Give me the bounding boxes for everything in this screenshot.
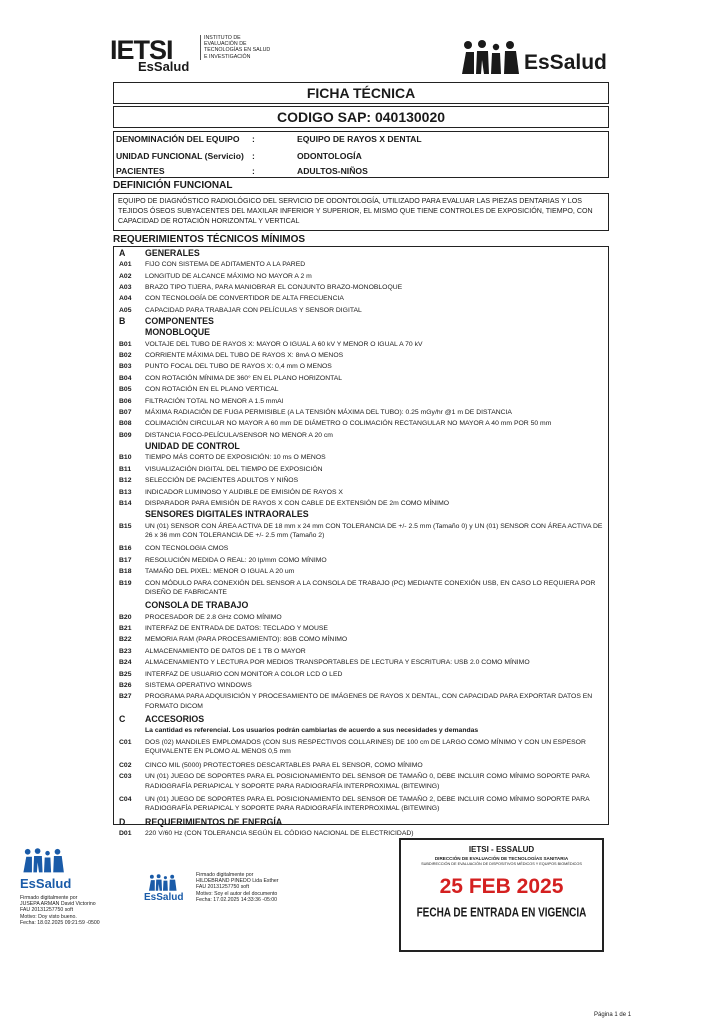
requirement-heading: SENSORES DIGITALES INTRAORALES (145, 509, 309, 520)
requirement-heading: MONOBLOQUE (145, 327, 210, 338)
requirement-text: DOS (02) MANDILES EMPLOMADOS (CON SUS RESPECTIVOS COLLARINES) DE 100 cm DE LARGO COMO MÍNIMO Y CON UN ESPESOR EQUIVALENTE EN PLOMO AL MENOS 0,5 mm (145, 738, 586, 756)
definicion-text: EQUIPO DE DIAGNÓSTICO RADIOLÓGICO DEL SERVICIO DE ODONTOLOGÍA, UTILIZADO PARA EVALUAR LAS PIEZAS DENTARIAS Y LOS TEJIDOS ÓSEOS SUBYACENTES DEL MAXILAR INFERIOR Y SUPERIOR, EL MISMO QUE TIENE CONTROLES DE EXPOSICIÓN, TIEMPO, CON CAPACIDAD DE ROTACIÓN HORIZONTAL Y VERTICAL (113, 193, 609, 231)
requirement-code: B24 (119, 659, 132, 667)
requirement-code: A05 (119, 306, 132, 314)
ietsi-logo: IETSI (110, 35, 173, 65)
stamp-date: 25 FEB 2025 (439, 875, 564, 898)
requirement-text: COLIMACIÓN CIRCULAR NO MAYOR A 60 mm DE DIÁMETRO O COLIMACIÓN RECTANGULAR NO MAYOR A 40 mm POR 50 mm (145, 420, 552, 428)
requirement-code: A04 (119, 295, 132, 303)
requirement-heading: UNIDAD DE CONTROL (145, 441, 240, 452)
requirement-code: B18 (119, 568, 132, 576)
requirement-text: La cantidad es referencial. Los usuarios podrán cambiarlas de acuerdo a sus necesidades y demandas (145, 727, 479, 735)
requirement-text: INTERFAZ DE USUARIO CON MONITOR A COLOR LCD O LED (145, 670, 343, 678)
vigencia-stamp (399, 838, 604, 952)
requirement-code: B16 (119, 545, 132, 553)
requirement-code: B01 (119, 340, 132, 348)
requirement-code: B09 (119, 431, 132, 439)
requirement-code: C (119, 714, 126, 725)
requirement-code: B03 (119, 363, 132, 371)
signature-line: Motivo: Doy visto bueno. (20, 913, 77, 920)
requirement-code: B26 (119, 682, 132, 689)
info-value: ODONTOLOGÍA (297, 151, 362, 161)
signature-line: FAU 20131257750 soft (196, 884, 250, 891)
signature-line: JUSEPA ARMAN David Victorino (20, 901, 96, 908)
requirement-code: B25 (119, 670, 132, 678)
requirement-code: B08 (119, 420, 132, 428)
requirement-code: B14 (119, 500, 132, 507)
sap-code: CODIGO SAP: 040130020 (113, 106, 609, 128)
requirement-text: ALMACENAMIENTO Y LECTURA POR MEDIOS TRANSPORTABLES DE LECTURA Y ESCRITURA: USB 2.0 COMO MÍNIMO (145, 659, 530, 667)
requirement-text: VISUALIZACIÓN DIGITAL DEL TIEMPO DE EXPOSICIÓN (145, 465, 323, 473)
requirement-text: FILTRACIÓN TOTAL NO MENOR A 1.5 mmAl (145, 397, 284, 405)
requirement-text: MEMORIA RAM (PARA PROCESAMIENTO): 8GB COMO MÍNIMO (145, 636, 348, 644)
requirement-text: MÁXIMA RADIACIÓN DE FUGA PERMISIBLE (A LA TENSIÓN MÁXIMA DEL TUBO): 0.25 mGy/hr @1 m DE DISTANCIA (145, 409, 512, 416)
requirement-code: B02 (119, 352, 132, 359)
requirement-code: C02 (119, 761, 132, 769)
requirement-text: PROCESADOR DE 2.8 GHz COMO MÍNIMO (145, 613, 282, 621)
requirement-text: CINCO MIL (5000) PROTECTORES DESCARTABLES PARA EL SENSOR, COMO MÍNIMO (145, 761, 423, 769)
requirement-text: BRAZO TIPO TIJERA, PARA MANIOBRAR EL CONJUNTO BRAZO-MONOBLOQUE (145, 284, 403, 291)
signature-line: HILDEBRAND PINEDO Lida Esther (196, 878, 279, 885)
requirement-code: B06 (119, 397, 132, 405)
requirement-code: B21 (119, 625, 132, 632)
requirement-code: B04 (119, 374, 132, 382)
requirement-code: B20 (119, 613, 132, 621)
requirement-code: B10 (119, 454, 132, 462)
info-value: EQUIPO DE RAYOS X DENTAL (297, 134, 422, 144)
signature-line: Firmado digitalmente por (196, 872, 254, 878)
requirement-text: CON TECNOLOGIA CMOS (145, 545, 229, 553)
signature-line: Fecha: 18.02.2025 09:21:59 -0500 (20, 919, 100, 926)
requirement-text: SISTEMA OPERATIVO WINDOWS (145, 682, 252, 689)
requirement-code: A02 (119, 272, 132, 280)
stamp-title: IETSI - ESSALUD (468, 845, 535, 854)
requirement-text: PROGRAMA PARA ADQUISICIÓN Y PROCESAMIENTO DE IMÁGENES DE RAYOS X DENTAL, CON CAPACIDAD PARA EXPORTAR DATOS EN FORMATO DICOM (145, 693, 593, 710)
requirement-code: B19 (119, 579, 132, 587)
essalud-logo: EsSalud (144, 892, 184, 903)
essalud-logo: EsSalud (524, 51, 607, 74)
requirement-text: SELECCIÓN DE PACIENTES ADULTOS Y NIÑOS (145, 477, 299, 485)
signature-line: FAU 20131257750 soft (20, 907, 74, 914)
requirement-code: B15 (119, 522, 132, 530)
info-sep: : (252, 151, 255, 161)
requirement-text: TAMAÑO DEL PIXEL: MENOR O IGUAL A 20 um (145, 568, 295, 576)
requirement-text: CON MÓDULO PARA CONEXIÓN DEL SENSOR A LA CONSOLA DE TRABAJO (PC) MEDIANTE CONEXIÓN USB, EN CASO LO REQUIERA POR DISEÑO DE FABRICANTE (145, 579, 596, 597)
definicion-title: DEFINICIÓN FUNCIONAL (113, 180, 233, 191)
info-sep: : (252, 134, 255, 144)
requirement-text: 220 V/60 Hz (CON TOLERANCIA SEGÚN EL CÓDIGO NACIONAL DE ELECTRICIDAD) (145, 829, 414, 837)
requirement-text: CAPACIDAD PARA TRABAJAR CON PELÍCULAS Y SENSOR DIGITAL (145, 306, 362, 314)
requirement-code: B22 (119, 636, 132, 644)
essalud-logo: EsSalud (20, 876, 72, 891)
info-box (113, 131, 609, 178)
requirement-text: RESOLUCIÓN MEDIDA O REAL: 20 lp/mm COMO MÍNIMO (145, 556, 327, 564)
requirement-code: B23 (119, 647, 132, 655)
essalud-family-icon (148, 874, 178, 892)
requirement-heading: GENERALES (145, 248, 200, 258)
requirement-code: B11 (119, 465, 132, 473)
stamp-label: FECHA DE ENTRADA EN VIGENCIA (416, 906, 587, 921)
requirement-code: B12 (119, 477, 132, 485)
requirement-text: UN (01) JUEGO DE SOPORTES PARA EL POSICIONAMIENTO DEL SENSOR DE TAMAÑO 2, DEBE INCLUIR COMO MÍNIMO SOPORTE PARA RADIOGRAFÍA PERIAPICAL Y SOPORTE PARA RADIOGRAFÍA INTERPROXIMAL (BITEWING) (145, 795, 590, 813)
info-value: ADULTOS-NIÑOS (297, 166, 368, 176)
requirement-heading: REQUERIMIENTOS DE ENERGÍA (145, 816, 283, 827)
requirement-code: A03 (119, 284, 132, 291)
requerimientos-title: REQUERIMIENTOS TÉCNICOS MÍNIMOS (113, 234, 306, 245)
essalud-family-icon (460, 40, 522, 76)
requirement-heading: CONSOLA DE TRABAJO (145, 600, 249, 611)
requirement-text: UN (01) JUEGO DE SOPORTES PARA EL POSICIONAMIENTO DEL SENSOR DE TAMAÑO 0, DEBE INCLUIR COMO MÍNIMO SOPORTE PARA RADIOGRAFÍA PERIAPICAL Y SOPORTE PARA RADIOGRAFÍA INTERPROXIMAL (BITEWING) (145, 773, 590, 790)
requirement-text: CON ROTACIÓN MÍNIMA DE 360° EN EL PLANO HORIZONTAL (145, 374, 343, 382)
requirement-code: D (119, 816, 126, 827)
signature-line: Motivo: Soy el autor del documento (196, 890, 278, 897)
requirement-code: B (119, 316, 126, 327)
info-label: UNIDAD FUNCIONAL (Servicio) (116, 151, 244, 161)
stamp-line: DIRECCIÓN DE EVALUACIÓN DE TECNOLOGÍAS SANITARIA (434, 856, 569, 861)
requirement-text: DISTANCIA FOCO-PELÍCULA/SENSOR NO MENOR A 20 cm (145, 431, 333, 439)
essalud-family-icon (22, 847, 66, 875)
info-label: DENOMINACIÓN DEL EQUIPO (116, 134, 240, 144)
requirement-code: C03 (119, 773, 132, 780)
institute-name: INSTITUTO DE EVALUACIÓN DE TECNOLOGÍAS EN SALUD E INVESTIGACIÓN (200, 35, 274, 60)
requirement-text: VOLTAJE DEL TUBO DE RAYOS X: MAYOR O IGUAL A 60 kV Y MENOR O IGUAL A 70 kV (145, 340, 423, 348)
requerimientos-box (113, 246, 609, 837)
requirement-code: B17 (119, 556, 132, 564)
info-label: PACIENTES (116, 166, 165, 176)
requirement-code: D01 (119, 829, 132, 837)
page-number: Página 1 de 1 (594, 1012, 632, 1018)
requirement-text: UN (01) SENSOR CON ÁREA ACTIVA DE 18 mm x 24 mm CON TOLERANCIA DE +/- 2.5 mm (Tamaño 0) y UN (01) SENSOR CON ÁREA ACTIVA DE 26 x 36 mm CON TOLERANCIA DE +/- 2.5 mm (Tamaño 2) (145, 522, 603, 540)
requirement-heading: ACCESORIOS (145, 714, 205, 725)
requirement-text: FIJO CON SISTEMA DE ADITAMENTO A LA PARED (145, 261, 306, 269)
requirement-text: CORRIENTE MÁXIMA DEL TUBO DE RAYOS X: 8mA O MENOS (145, 352, 344, 359)
signature-block (196, 872, 278, 903)
requirement-text: CON TECNOLOGÍA DE CONVERTIDOR DE ALTA FRECUENCIA (145, 295, 344, 303)
requirement-text: ALMACENAMIENTO DE DATOS DE 1 TB O MAYOR (145, 647, 306, 655)
requirement-text: TIEMPO MÁS CORTO DE EXPOSICIÓN: 10 ms O MENOS (145, 454, 326, 462)
ietsi-logo-sub: EsSalud (138, 59, 190, 74)
requirement-code: B27 (119, 693, 132, 701)
ficha-title: FICHA TÉCNICA (113, 82, 609, 104)
requirement-code: B05 (119, 386, 132, 394)
requirement-code: A (119, 248, 126, 258)
requirement-code: A01 (119, 261, 132, 269)
requirement-text: CON ROTACIÓN EN EL PLANO VERTICAL (145, 386, 279, 394)
requirement-code: B07 (119, 409, 132, 416)
signature-block (20, 895, 100, 926)
info-sep: : (252, 166, 255, 176)
requirement-heading: COMPONENTES (145, 316, 214, 327)
signature-line: Fecha: 17.02.2025 14:33:36 -05:00 (196, 896, 278, 903)
requirement-code: C01 (119, 738, 132, 746)
requirement-text: LONGITUD DE ALCANCE MÁXIMO NO MAYOR A 2 m (145, 272, 312, 280)
requirement-code: C04 (119, 795, 132, 803)
requirement-text: DISPARADOR PARA EMISIÓN DE RAYOS X CON CABLE DE EXTENSIÓN DE 2m COMO MÍNIMO (145, 500, 450, 507)
requirement-text: INDICADOR LUMINOSO Y AUDIBLE DE EMISIÓN DE RAYOS X (145, 488, 343, 496)
signature-line: Firmado digitalmente por (20, 895, 78, 901)
requirement-code: B13 (119, 488, 132, 496)
stamp-line: SUBDIRECCIÓN DE EVALUACIÓN DE DISPOSITIVOS MÉDICOS Y EQUIPOS BIOMÉDICOS (421, 862, 582, 866)
requirement-text: PUNTO FOCAL DEL TUBO DE RAYOS X: 0,4 mm O MENOS (145, 363, 332, 371)
requirement-text: INTERFAZ DE ENTRADA DE DATOS: TECLADO Y MOUSE (145, 625, 328, 632)
